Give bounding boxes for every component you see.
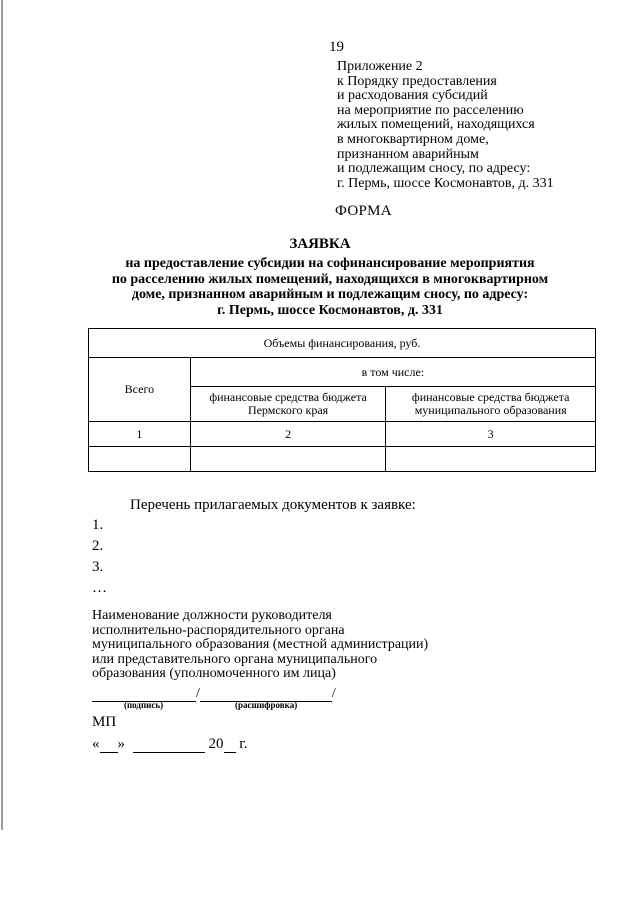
- appendix-line: признанном аварийным: [337, 146, 479, 162]
- including-header-cell: в том числе:: [190, 358, 595, 387]
- position-line: Наименование должности руководителя: [92, 608, 332, 623]
- subtitle-line: доме, признанном аварийным и подлежащим сносу, по адресу:: [131, 287, 529, 302]
- subtitle-line: на предоставление субсидии на софинансирование мероприятия: [125, 256, 535, 271]
- appendix-line: в многоквартирном доме,: [337, 131, 489, 147]
- document-title: ЗАЯВКА: [289, 236, 351, 252]
- position-line: или представительного органа муниципального: [92, 651, 378, 667]
- year-blank: [224, 738, 236, 753]
- list-item: 1.: [92, 517, 104, 533]
- year-suffix: г.: [239, 736, 248, 752]
- appendix-line: на мероприятие по расселению: [337, 102, 524, 118]
- date-close-quote: »: [117, 736, 125, 752]
- position-line: муниципального образования (местной администрации): [92, 637, 429, 653]
- day-blank: [100, 738, 118, 753]
- appendix-line: и подлежащим сносу, по адресу:: [337, 161, 531, 177]
- table-row: [89, 358, 596, 387]
- official-position-block: [92, 609, 428, 682]
- empty-regional-cell: [190, 447, 386, 472]
- list-item: 3.: [92, 559, 104, 575]
- documents-list: [92, 515, 107, 599]
- decode-caption: (расшифровка): [235, 700, 298, 710]
- empty-total-cell: [89, 447, 191, 472]
- empty-municipal-cell: [386, 447, 596, 472]
- table-row: [89, 447, 596, 472]
- form-label: ФОРМА: [335, 203, 392, 219]
- appendix-line: и расходования субсидий: [337, 88, 488, 104]
- position-line: исполнительно-распорядительного органа: [92, 622, 345, 638]
- regional-budget-header-cell: финансовые средства бюджета Пермского края: [190, 387, 386, 422]
- year-prefix: 20: [208, 736, 224, 752]
- documents-list-title: Перечень прилагаемых документов к заявке:: [130, 497, 416, 513]
- appendix-line: жилых помещений, находящихся: [337, 117, 535, 133]
- list-item: 2.: [92, 538, 104, 554]
- financing-header-cell: Объемы финансирования, руб.: [89, 329, 596, 358]
- column-number-cell: 2: [190, 422, 386, 447]
- appendix-line: г. Пермь, шоссе Космонавтов, д. 331: [337, 175, 554, 191]
- list-item: …: [92, 580, 107, 596]
- column-number-cell: 1: [89, 422, 191, 447]
- appendix-line: Приложение 2: [337, 59, 423, 74]
- subtitle-line: по расселению жилых помещений, находящихся в многоквартирном: [111, 271, 549, 287]
- table-row: [89, 329, 596, 358]
- page-edge-line: [1, 0, 3, 830]
- signature-slash: /: [196, 686, 200, 701]
- document-subtitle: [80, 256, 580, 318]
- page-number: 19: [329, 39, 344, 55]
- signature-slash-end: /: [331, 686, 336, 701]
- appendix-note: [337, 60, 554, 191]
- subtitle-line: г. Пермь, шоссе Космонавтов, д. 331: [217, 302, 443, 318]
- stamp-label: МП: [92, 714, 117, 730]
- total-header-cell: Всего: [89, 358, 191, 422]
- appendix-line: к Порядку предоставления: [337, 73, 497, 89]
- column-number-cell: 3: [386, 422, 596, 447]
- date-line: [92, 736, 247, 753]
- financing-table: [88, 328, 596, 472]
- table-row: [89, 422, 596, 447]
- signature-caption: (подпись): [124, 700, 164, 710]
- month-blank: [133, 738, 205, 753]
- municipal-budget-header-cell: финансовые средства бюджета муниципального образования: [386, 387, 596, 422]
- position-line: образования (уполномоченного им лица): [92, 666, 336, 682]
- date-open-quote: «: [92, 736, 100, 752]
